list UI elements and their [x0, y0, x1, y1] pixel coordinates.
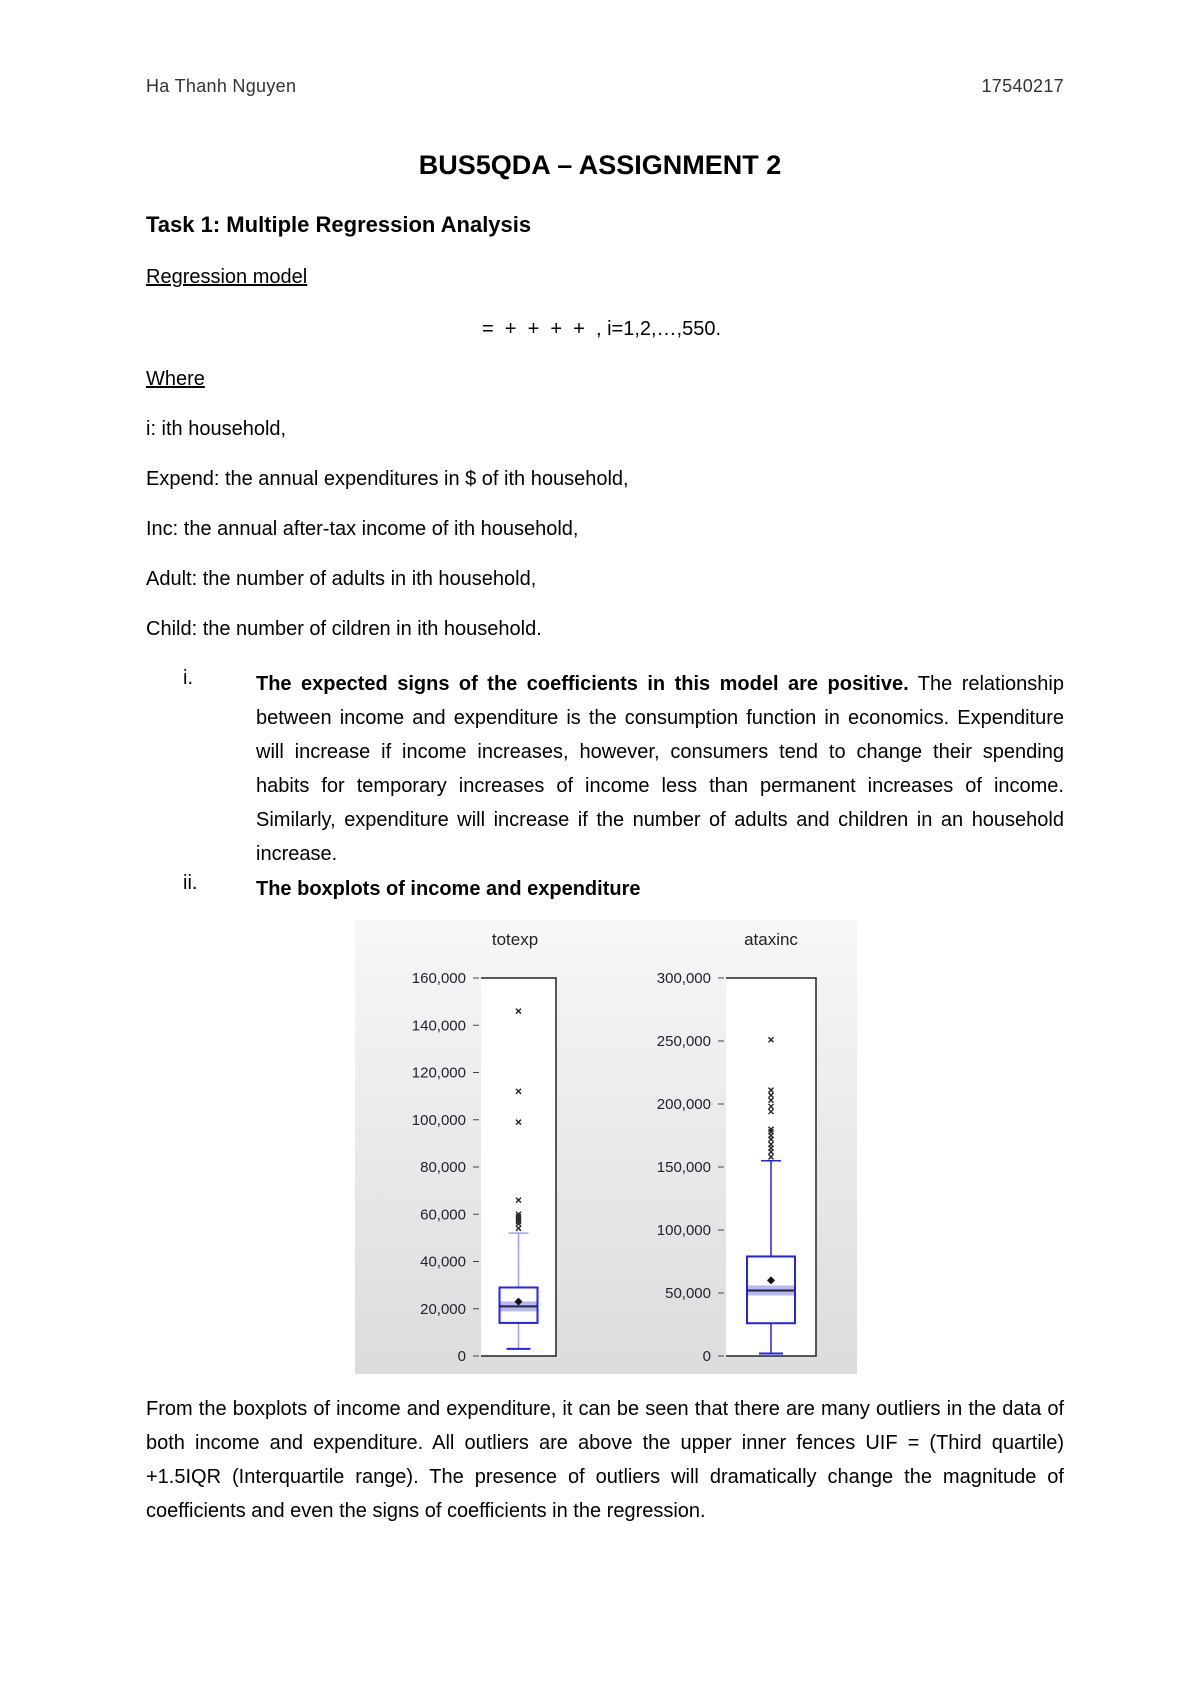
definition-item: Adult: the number of adults in ith household,	[146, 568, 537, 590]
list-number: i.	[183, 667, 193, 689]
y-tick-label: 60,000	[420, 1206, 466, 1224]
y-tick-label: 160,000	[411, 970, 466, 987]
header-student-id: 17540217	[981, 76, 1064, 96]
y-tick-label: 0	[702, 1348, 711, 1365]
y-tick-label: 250,000	[656, 1033, 711, 1050]
definition-item: Child: the number of cildren in ith household.	[146, 618, 542, 640]
y-tick-label: 0	[457, 1348, 466, 1365]
boxplot-figure	[355, 920, 857, 1374]
y-tick-label: 300,000	[656, 970, 711, 987]
list-item-bold: The boxplots of income and expenditure	[256, 878, 641, 900]
y-tick-label: 140,000	[411, 1017, 466, 1035]
list-item-text	[256, 667, 1064, 871]
y-tick-label: 100,000	[411, 1111, 466, 1129]
document-title: BUS5QDA – ASSIGNMENT 2	[418, 150, 782, 180]
list-item-bold: The expected signs of the coefficients in this model are positive.	[256, 673, 909, 695]
definition-item: Expend: the annual expenditures in $ of ith household,	[146, 468, 629, 490]
list-number: ii.	[183, 872, 198, 894]
list-item-body: The relationship between income and expenditure is the consumption function in economics. Expenditure will increase if income increases, however, consumers tend to change their spending habits for temporary increases of income less than permanent increases of income. Similarly, expenditure will increase if the number of adults and children in an household increase.	[256, 673, 1064, 865]
where-label: Where	[146, 368, 205, 390]
task-heading: Task 1: Multiple Regression Analysis	[146, 212, 532, 237]
y-tick-label: 120,000	[411, 1064, 466, 1082]
y-tick-label: 40,000	[420, 1253, 466, 1271]
definition-item: Inc: the annual after-tax income of ith household,	[146, 518, 579, 540]
y-tick-label: 50,000	[665, 1285, 711, 1302]
regression-equation: = + + + + , i=1,2,…,550.	[482, 318, 722, 340]
header-author: Ha Thanh Nguyen	[146, 76, 297, 96]
y-tick-label: 20,000	[420, 1300, 466, 1318]
regression-label: Regression model	[146, 266, 308, 288]
boxplot-title: ataxinc	[744, 930, 798, 949]
y-tick-label: 80,000	[420, 1159, 466, 1176]
boxplot-title: totexp	[491, 930, 539, 949]
y-tick-label: 100,000	[656, 1222, 711, 1239]
y-tick-label: 150,000	[656, 1159, 711, 1176]
definition-item: i: ith household,	[146, 418, 287, 440]
y-tick-label: 200,000	[656, 1096, 711, 1113]
conclusion-paragraph: From the boxplots of income and expenditure, it can be seen that there are many outliers in the data of both income and expenditure. All outliers are above the upper inner fences UIF = (Third quartile) +1.5IQR (Interquartile range). The presence of outliers will dramatically change the magnitude of coefficients and even the signs of coefficients in the regression.	[146, 1398, 1064, 1522]
